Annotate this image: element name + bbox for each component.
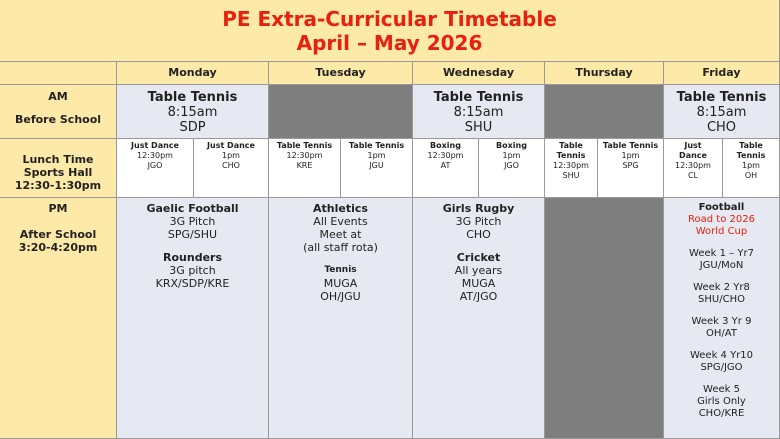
day-header-monday: Monday [117, 62, 269, 85]
title-line-2: April – May 2026 [296, 31, 483, 55]
activity-staff: SDP [179, 120, 206, 135]
activity-staff: CHO [222, 161, 240, 170]
week-4-label: Week 4 Yr10 [689, 350, 754, 361]
lunch-thursday-2 [598, 139, 664, 198]
activity-name-line1: Table [559, 141, 583, 150]
activity-staff: SHU [562, 171, 580, 180]
activity-staff: (all staff rota) [303, 241, 378, 254]
activity-time: 8:15am [453, 105, 504, 120]
corner-cell [0, 62, 117, 85]
activity-name: Just Dance [131, 141, 179, 150]
activity-staff: CHO [466, 228, 491, 241]
activity-time: 12:30pm [286, 151, 323, 160]
activity-time: 12:30pm [675, 161, 711, 170]
week-1-staff: JGU/MoN [699, 260, 744, 271]
activity-name: Table Tennis [433, 90, 524, 105]
activity-time: 1pm [742, 161, 760, 170]
activity-name: Boxing [496, 141, 527, 150]
activity-place: MUGA [461, 277, 496, 290]
activity-name-line2: Dance [679, 151, 707, 160]
activity-place: 3G Pitch [169, 215, 216, 228]
am-wednesday [413, 85, 545, 139]
activity-staff: JGO [504, 161, 519, 170]
lunch-tuesday-2 [341, 139, 413, 198]
am-monday [117, 85, 269, 139]
activity-place: 3G pitch [169, 264, 216, 277]
lunch-friday-1 [664, 139, 723, 198]
activity-staff: AT/JGO [459, 290, 498, 303]
lunch-tuesday-1 [269, 139, 341, 198]
activity-name-line2: Tennis [736, 151, 766, 160]
activity-time: 8:15am [696, 105, 747, 120]
activity-staff: AT [440, 161, 451, 170]
activity-staff: KRE [296, 161, 313, 170]
week-2-label: Week 2 Yr8 [693, 282, 750, 293]
activity-detail: Meet at [319, 228, 362, 241]
pm-sublabel: After School [19, 228, 97, 241]
activity-name: Football [698, 202, 745, 213]
activity-detail: All Events [313, 215, 368, 228]
activity-name-line2: Tennis [556, 151, 586, 160]
am-sublabel: Before School [14, 113, 102, 126]
lunch-friday-2 [723, 139, 780, 198]
activity-staff: SPG/SHU [167, 228, 218, 241]
week-5-label: Week 5 [703, 384, 740, 395]
activity-time: 1pm [502, 151, 521, 160]
activity-time: 8:15am [167, 105, 218, 120]
am-label: AM [48, 90, 68, 103]
title-line-1: PE Extra-Curricular Timetable [222, 7, 557, 31]
activity-staff: OH/JGU [320, 290, 361, 303]
activity-name: Boxing [430, 141, 461, 150]
week-5-group: Girls Only [697, 396, 746, 407]
lunch-thursday-1 [545, 139, 598, 198]
lunch-monday-1 [117, 139, 194, 198]
week-5-staff: CHO/KRE [698, 408, 745, 419]
week-4-staff: SPG/JGO [700, 362, 743, 373]
lunch-time: 12:30-1:30pm [14, 179, 102, 192]
activity-staff: JGO [147, 161, 163, 170]
row-label-pm [0, 198, 117, 439]
event-subtitle: World Cup [695, 226, 748, 237]
activity-name-line1: Table [739, 141, 763, 150]
week-3-label: Week 3 Yr 9 [691, 316, 752, 327]
pm-friday [664, 198, 780, 439]
row-label-am [0, 85, 117, 139]
activity-name: Tennis [324, 265, 357, 275]
activity-name: Rounders [163, 251, 222, 264]
day-header-tuesday: Tuesday [269, 62, 413, 85]
activity-place: 3G Pitch [455, 215, 502, 228]
activity-name-line1: Just [684, 141, 702, 150]
lunch-wednesday-2 [479, 139, 545, 198]
week-3-staff: OH/AT [706, 328, 737, 339]
week-2-staff: SHU/CHO [698, 294, 745, 305]
activity-staff: SPG [622, 161, 639, 170]
am-friday [664, 85, 780, 139]
activity-time: 1pm [621, 151, 640, 160]
activity-place: MUGA [323, 277, 358, 290]
activity-name: Table Tennis [676, 90, 767, 105]
am-thursday-empty [545, 85, 664, 139]
activity-time: 12:30pm [137, 151, 173, 160]
day-header-thursday: Thursday [545, 62, 664, 85]
pm-time: 3:20-4:20pm [18, 241, 98, 254]
activity-staff: OH [744, 171, 758, 180]
activity-name: Table Tennis [276, 141, 333, 150]
activity-name: Table Tennis [602, 141, 659, 150]
page-title [0, 0, 780, 62]
day-header-friday: Friday [664, 62, 780, 85]
activity-detail: All years [454, 264, 503, 277]
activity-name: Table Tennis [348, 141, 405, 150]
pm-monday [117, 198, 269, 439]
day-header-wednesday: Wednesday [413, 62, 545, 85]
activity-name: Table Tennis [147, 90, 238, 105]
lunch-label: Lunch Time [22, 153, 94, 166]
lunch-wednesday-1 [413, 139, 479, 198]
lunch-location: Sports Hall [23, 166, 93, 179]
activity-name: Girls Rugby [442, 202, 515, 215]
activity-time: 12:30pm [553, 161, 589, 170]
pm-thursday-empty [545, 198, 664, 439]
activity-name: Cricket [456, 251, 501, 264]
lunch-monday-2 [194, 139, 269, 198]
activity-time: 1pm [222, 151, 240, 160]
activity-name: Athletics [313, 202, 368, 215]
pm-label: PM [48, 202, 68, 215]
activity-staff: CL [687, 171, 699, 180]
activity-staff: KRX/SDP/KRE [155, 277, 230, 290]
activity-staff: CHO [706, 120, 737, 135]
activity-time: 12:30pm [427, 151, 464, 160]
row-label-lunch [0, 139, 117, 198]
activity-staff: JGU [369, 161, 384, 170]
event-subtitle: Road to 2026 [688, 214, 755, 225]
pm-tuesday [269, 198, 413, 439]
activity-time: 1pm [367, 151, 386, 160]
activity-name: Just Dance [207, 141, 255, 150]
activity-name: Gaelic Football [146, 202, 239, 215]
am-tuesday-empty [269, 85, 413, 139]
week-1-label: Week 1 – Yr7 [689, 248, 754, 259]
pm-wednesday [413, 198, 545, 439]
activity-staff: SHU [464, 120, 493, 135]
